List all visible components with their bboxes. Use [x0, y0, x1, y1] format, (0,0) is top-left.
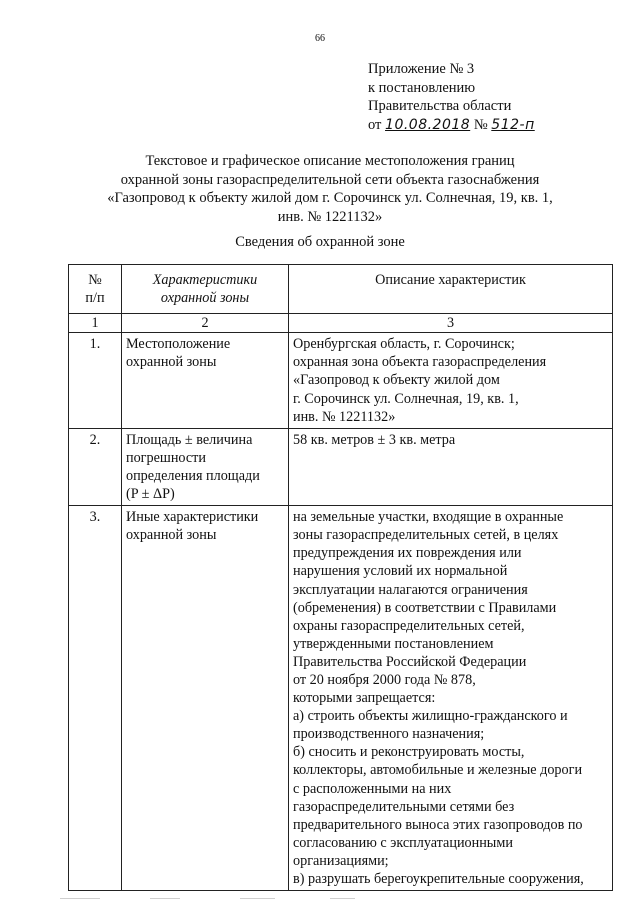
description-line: инв. № 1221132» [293, 408, 396, 425]
description-line: Оренбургская область, г. Сорочинск; [293, 336, 515, 353]
table-header-row [69, 265, 613, 314]
description-line: с расположенными на них [293, 780, 452, 797]
description-line: коллекторы, автомобильные и железные дороги [293, 762, 583, 779]
row-number: 1. [69, 333, 122, 428]
description-line: предупреждения их повреждения или [293, 545, 522, 562]
description-line: организациями; [293, 852, 389, 869]
table-row [69, 428, 613, 505]
annex-line-2: к постановлению [368, 79, 476, 96]
header-num: № п/п [69, 265, 122, 314]
description-line: 58 кв. метров ± 3 кв. метра [293, 431, 456, 448]
annex-title: Приложение № 3 [368, 61, 475, 77]
description-line: утвержденными постановлением [293, 635, 494, 652]
characteristic-line: охранной зоны [126, 354, 217, 371]
description-line: которыми запрещается: [293, 690, 436, 707]
row-number: 3. [69, 506, 122, 891]
row-description [289, 333, 613, 428]
row-description [289, 506, 613, 891]
index-cell: 1 [69, 314, 122, 333]
annex-from-prefix: от [368, 116, 382, 133]
protection-zone-table [68, 264, 613, 891]
header-description: Описание характеристик [289, 265, 613, 314]
annex-block [368, 60, 535, 134]
characteristic-line: Иные характеристики [126, 509, 259, 526]
characteristic-line: охранной зоны [126, 527, 217, 544]
characteristic-line: Площадь ± величина [126, 431, 253, 448]
description-line: производственного назначения; [293, 726, 485, 743]
description-line: г. Сорочинск ул. Солнечная, 19, кв. 1, [293, 390, 519, 407]
index-cell: 2 [122, 314, 289, 333]
table-body [69, 333, 613, 891]
row-characteristic [122, 428, 289, 505]
characteristic-line: (P ± ΔP) [126, 486, 175, 503]
handwritten-number: 512-п [491, 116, 535, 133]
title-line: охранной зоны газораспределительной сети объекта газоснабжения [120, 171, 540, 188]
row-characteristic [122, 506, 289, 891]
row-description [289, 428, 613, 505]
description-line: от 20 ноября 2000 года № 878, [293, 671, 476, 688]
page-number: 66 [315, 33, 325, 44]
description-line: согласованию с эксплуатационными [293, 834, 513, 851]
title-line: «Газопровод к объекту жилой дом г. Сорочинск ул. Солнечная, 19, кв. 1, [107, 190, 553, 206]
title-line: Текстовое и графическое описание местоположения границ [145, 153, 515, 169]
table-index-row [69, 314, 613, 333]
annex-line-3: Правительства области [368, 98, 512, 114]
description-line: предварительного выноса этих газопроводов по [293, 816, 583, 833]
row-number: 2. [69, 428, 122, 505]
description-line: а) строить объекты жилищно-гражданского и [293, 708, 568, 725]
description-line: «Газопровод к объекту жилой дом [293, 372, 500, 389]
index-cell: 3 [289, 314, 613, 333]
characteristic-line: определения площади [126, 467, 260, 484]
document-title [60, 152, 600, 226]
description-line: охранная зона объекта газораспределения [293, 354, 547, 371]
table-row [69, 506, 613, 891]
description-line: (обременения) в соответствии с Правилами [293, 599, 557, 616]
description-line: охраны газораспределительных сетей, [293, 617, 525, 634]
description-line: в) разрушать берегоукрепительные сооружения, [293, 871, 584, 887]
description-line: газораспределительными сетями без [293, 798, 515, 815]
characteristic-line: Местоположение [126, 336, 231, 353]
header-characteristic: Характеристики охранной зоны [122, 265, 289, 314]
description-line: нарушения условий их нормальной [293, 563, 508, 580]
description-line: эксплуатации налагаются ограничения [293, 581, 528, 598]
description-line: Правительства Российской Федерации [293, 653, 527, 670]
scan-artifact-strip [0, 896, 640, 902]
description-line: на земельные участки, входящие в охранные [293, 509, 564, 526]
table-row [69, 333, 613, 428]
annex-no-prefix: № [473, 116, 488, 133]
row-characteristic [122, 333, 289, 428]
description-line: зоны газораспределительных сетей, в целях [293, 527, 559, 544]
handwritten-date: 10.08.2018 [385, 116, 471, 133]
annex-date-line [368, 116, 535, 135]
section-subtitle: Сведения об охранной зоне [235, 234, 405, 250]
description-line: б) сносить и реконструировать мосты, [293, 744, 525, 761]
title-line: инв. № 1221132» [277, 208, 383, 225]
characteristic-line: погрешности [126, 449, 206, 466]
